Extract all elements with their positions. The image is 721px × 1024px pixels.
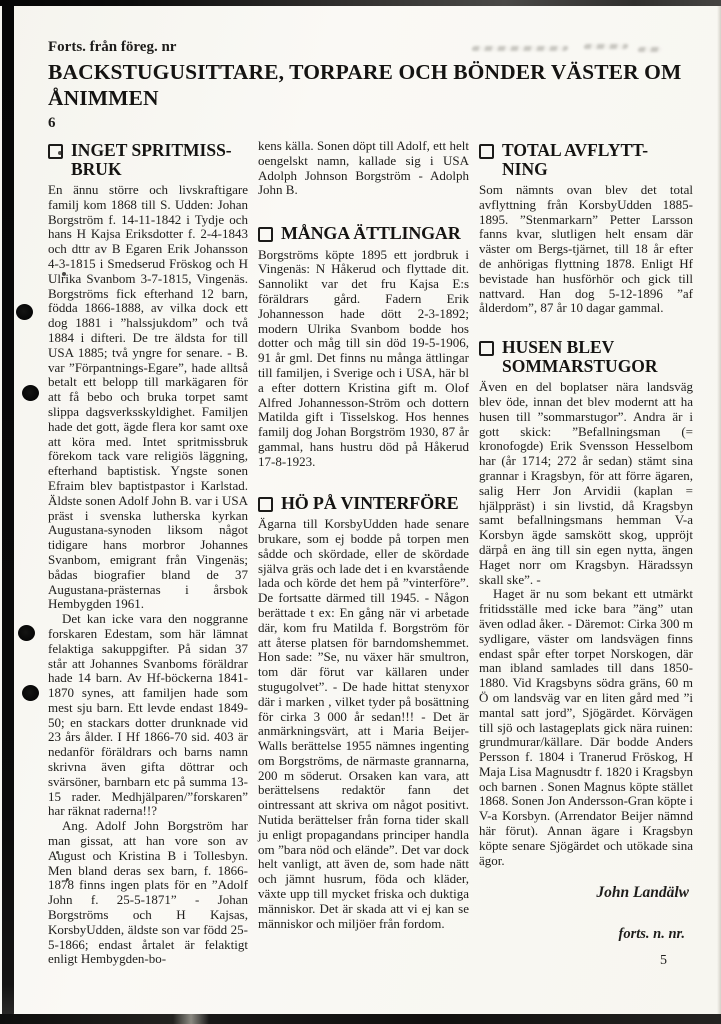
body-paragraph: Haget är nu som bekant ett utmärkt fritidsställe med icke bara ”äng” utan även odlad åker. - Däremot: Cirka 300 m sydligare, väster om landsvägen finns endast spår efter torpet Norskogen, där man ibland samlades till dans 1850-1880. Vid Kragsbyns södra gräns, 60 m Ö om landsväg var en liten gård med ”i mantal satt jord”, Sjögärdet. Körvägen till sjö och lastageplats gick nära ruinen: grundmurar/källare. Där bodde Anders Persson f. 1804 i Tranerud Fröskog, H Maja Lisa Magnusdtr f. 1820 i Kragsbyn och barnen . Sonen Magnus köpte stället 1868. Sonen Jon Andersson-Gran köpte i V-a Korsbyn. (Arrendator Beijer nämnd här förut). Annan ägare i Kragsbyn köpte senare Sjögärdet och utökade sina ägor. — [479, 586, 693, 868]
column-3 — [479, 139, 693, 969]
page-number: 5 — [660, 953, 667, 969]
ballot-box-icon — [479, 341, 494, 356]
body-paragraph: Borgströms köpte 1895 ett jordbruk i Vingenäs: N Håkerud och flyttade dit. Sannolikt var det fru Kajsa E:s föräldrars gård. Fadern Erik Johannesson hade dött 2-3-1892; modern Ulrika Svanbom bodde hos dotter och måg till sin död 19-5-1906, 91 år gml. Det finns nu många ättlingar till familjen, i Sverige och i USA, här bl a efter dottern Kristina gift m. Olof Alfred Johannesson-Ström och dottern Matilda gift i Tisselskog. Hos hennes familj dog Johan Borgström 1930, 87 år gammal, hans hustru död på Håkerud 17-8-1923. — [258, 246, 469, 469]
scan-edge-bottom — [0, 1014, 721, 1024]
section-heading-label: INGET SPRITMISS-BRUK — [71, 140, 232, 179]
body-paragraph: kens källa. Sonen döpt till Adolf, ett helt oengelskt namn, kallade sig i USA Adolph Johnson Borgström - Adolph John B. — [258, 138, 469, 198]
continued-next-issue-note: forts. n. nr. — [618, 926, 685, 943]
ballot-box-icon — [48, 144, 63, 159]
body-paragraph: Det kan icke vara den noggranne forskaren Edestam, som här lämnat felaktiga sakuppgifter. På sidan 37 står att Johannes Svanboms föräldrar hade 14 barn. Av Hf-böckerna 1841-1870 synes, att familjen hade som mest sju barn. Ett levde endast 1849-50; en stackars dotter drunknade vid 23 års ålder. I Hf 1866-70 sid. 403 är nedanför föräldrars och barns namn skrivna även gifta döttrar och svärsöner, barnbarn etc på summa 13-15 rader. Medhjälparen/”forskaren” har räknat raderna!!? — [48, 611, 248, 819]
punch-hole-dot — [22, 385, 39, 401]
scan-edge-left — [2, 5, 14, 1015]
body-paragraph: Som nämnts ovan blev det total avflyttning från KorsbyUdden 1885-1895. ”Stenmarkarn” Petter Larsson fanns kvar, slutligen helt ensam där väster om Bergs-tjärnet, till 18 år efter de anhörigas flyttning 1878. Enligt Hf bevistade han husförhör och gick till nattvard. Han dog 5-12-1896 ”af ålderdom”, 87 år 10 dagar gammal. — [479, 182, 693, 316]
section-number: 6 — [48, 115, 56, 131]
punch-hole-dot — [16, 304, 33, 320]
ballot-box-icon — [258, 497, 273, 512]
punch-hole-dot — [18, 625, 35, 641]
body-paragraph: Även en del boplatser nära landsväg blev öde, innan det blev modernt att ha husen till ”sommarstugor”. Andra är i gott skick: ”Befallningsman (= kronofogde) Erik Svensson Hesselbom har (år 1714; 272 år sedan) stämt sina grannar i Kragsbyn, för att förre ägaren, salig Herr Jon Arvidii (kaplan = hjälppräst) i sin livstid, då Kragsbyn samt befallningsmans hemman V-a Korsbyn ägde samskött skog, uppröjt därpå en äng till sin egen nytta, ängen Haget norr om Kragsbyn. Häradssyn skall ske”. - — [479, 379, 693, 587]
three-column-body — [48, 139, 693, 969]
body-paragraph: Ägarna till KorsbyUdden hade senare brukare, som ej bodde på torpen men sådde och skördade, eller de skördade själva gräs och lade det i en kvarstående lada och körde det hem på ”vinterföre”. De fortsatte därmed till 1945. - Någon berättade t ex: En gång när vi arbetade där, kom fru Matilda f. Borgström för att återse platsen för barndomshemmet. Hon sade: ”Se, nu växer här smultron, tom där förut var källaren under stugugolvet”. - De hade hittat stenyxor där i marken , vilket tyder på bosättning för cirka 3 000 år sedan!!! - Det är anmärkningsvärt, att i Maria Beijer-Walls berättelse 1955 nämnes ingenting om Borgströms, de närmaste grannarna, 200 m söderut. Orsaken kan vara, att berättelsens redaktör fann det ointressant att skriva om något positivt. Nutida berättelser från forna tider skall ju enligt propagandans principer handla om ”bara nöd och elände”. Det var dock helt vanligt, att även de, som hade nätt och jämnt husrum, föda och kläder, växte upp till mycket friska och duktiga människor. Det är skada att vi ej kan se människor och miljöer från fordom. — [258, 516, 469, 931]
section-heading-label: TOTAL AVFLYTT-NING — [502, 140, 649, 179]
continuation-from-previous-note: Forts. från föreg. nr — [48, 39, 177, 55]
ballot-box-icon — [479, 144, 494, 159]
body-paragraph: Ang. Adolf John Borgström har man gissat, att han vore son av August och Kristina B i Tollesbyn. Men bland deras sex barn, f. 1866-1878 finns ingen plats för en ”Adolf John f. 25-5-1871” - Johan Borgströms och H Kajsas, KorsbyUdden, äldste son var född 25-5-1866; endast årtalet är felaktigt enligt Hembygden-bo- — [48, 818, 248, 967]
section-heading-label: HÖ PÅ VINTERFÖRE — [281, 492, 459, 513]
section-heading-manga-attlingar — [258, 224, 469, 244]
ballot-box-icon — [258, 227, 273, 242]
punch-hole-dot — [22, 685, 39, 701]
page-title: BACKSTUGUSITTARE, TORPARE OCH BÖNDER VÄSTER OM ÅNIMMEN — [48, 60, 682, 110]
section-heading-husen-blev-sommarstugor — [479, 338, 693, 376]
column-1 — [48, 139, 248, 969]
section-heading-label: HUSEN BLEV SOMMARSTUGOR — [502, 337, 658, 377]
body-paragraph: En ännu större och livskraftigare familj kom 1868 till S. Udden: Johan Borgström f. 14-11-1842 i Tydje och hans H Kajsa Eriksdotter f. 2-4-1843 och dttr av B Egaren Erik Johansson 4-3-1815 i Smedserud Fröskog och H Ulrika Svanbom 3-7-1815, Vingenäs. Borgströms fick efterhand 12 barn, födda 1866-1888, av vilka dock ett dog 1881 i ”halssjukdom” och två 1884 i difteri. De tre äldsta for till USA 1885; två yngre for senare. - B. var ”Förpantnings-Egare”, hade alltså betalt ett belopp till markägaren för att få bebo och bruka torpet samt slippa dagsverksskyldighet. Familjen hade det gott, ägde flera kor samt oxe att köra med. Intet spritmissbruk förekom tack vare religiös läggning, efterhand baptistisk. Yngste sonen Efraim blev baptistpastor i Karlstad. Äldste sonen Adolf John B. var i USA präst i svenska lutherska kyrkan Augustana-synoden liksom något tidigare hans morbror Johannes Svanbom, emigrant från Vingenäs; bådas biografier bland de 37 Augustana-prästernas i årsbok Hembygden 1961. — [48, 182, 248, 612]
author-signature: John Landälw — [596, 884, 689, 902]
scan-edge-right — [717, 6, 721, 1014]
column-2 — [258, 139, 469, 969]
page-content — [48, 0, 693, 969]
section-heading-inget-spritmissbruk — [48, 141, 248, 179]
section-heading-label: MÅNGA ÄTTLINGAR — [281, 223, 461, 244]
section-heading-ho-pa-vinterfore — [258, 494, 469, 514]
section-heading-total-avflyttning — [479, 141, 693, 179]
